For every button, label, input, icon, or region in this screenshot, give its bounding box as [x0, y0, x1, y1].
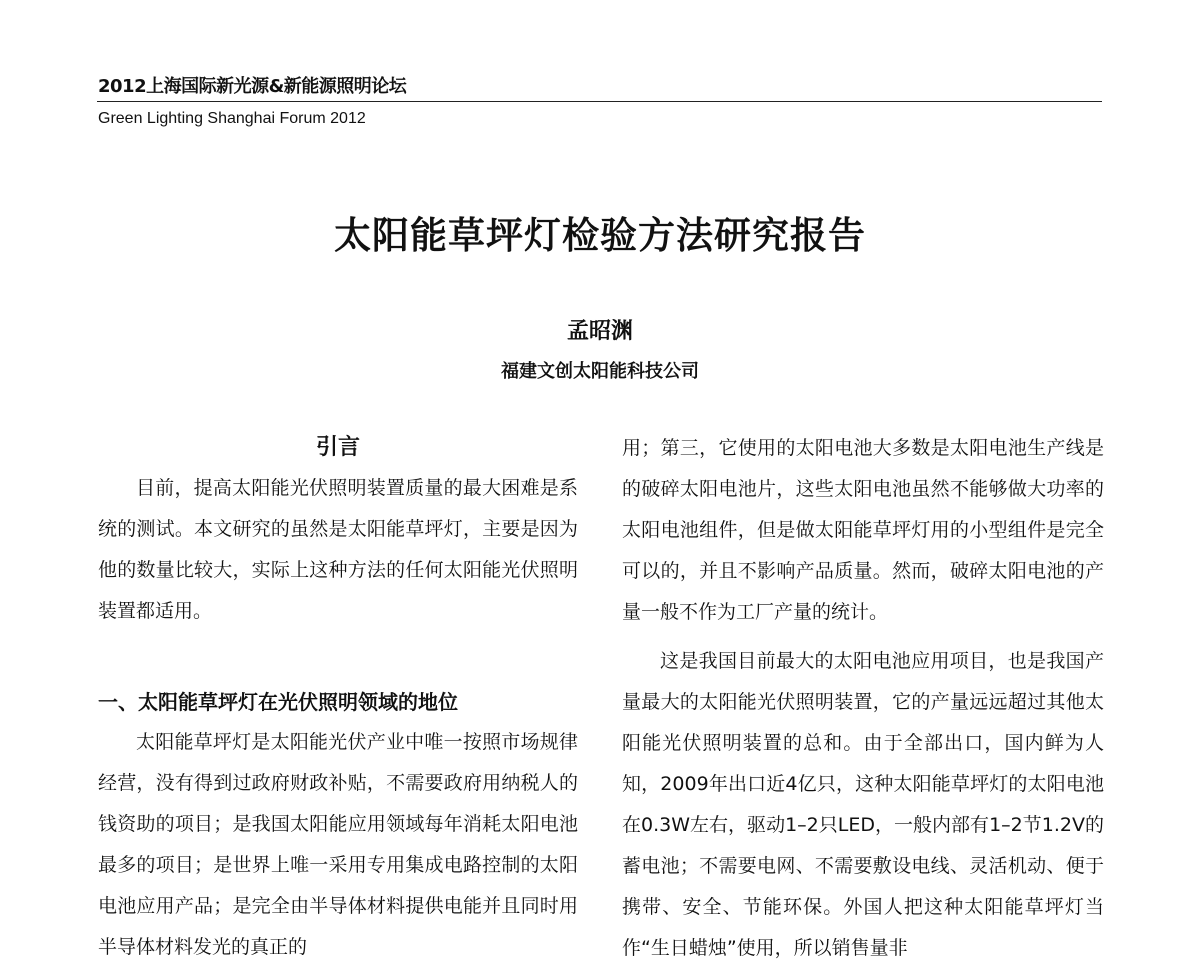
conference-name-cn: 2012上海国际新光源&新能源照明论坛	[98, 76, 407, 97]
right-paragraph-1: 用；第三，它使用的太阳电池大多数是太阳电池生产线是的破碎太阳电池片，这些太阳电池虽然不能够做大功率的太阳电池组件，但是做太阳能草坪灯用的小型组件是完全可以的，并且不影响产品质量。然而，破碎太阳电池的产量一般不作为工厂产量的统计。	[622, 437, 1104, 623]
right-paragraph-2: 这是我国目前最大的太阳电池应用项目，也是我国产量最大的太阳能光伏照明装置，它的产量远远超过其他太阳能光伏照明装置的总和。由于全部出口，国内鲜为人知，2009年出口近4亿只，这种太阳能草坪灯的太阳电池在0.3W左右，驱动1–2只LED，一般内部有1–2节1.2V的蓄电池；不需要电网、不需要敷设电线、灵活机动、便于携带、安全、节能环保。外国人把这种太阳能草坪灯当作“生日蜡烛”使用，所以销售量非	[622, 650, 1104, 959]
conference-name-en: Green Lighting Shanghai Forum 2012	[98, 110, 366, 127]
left-column	[98, 428, 578, 968]
section1-paragraph: 太阳能草坪灯是太阳能光伏产业中唯一按照市场规律经营，没有得到过政府财政补贴，不需要政府用纳税人的钱资助的项目；是我国太阳能应用领域每年消耗太阳电池最多的项目；是世界上唯一采用专用集成电路控制的太阳电池应用产品；是完全由半导体材料提供电能并且同时用半导体材料发光的真正的	[98, 731, 578, 958]
section-spacer	[98, 632, 578, 672]
intro-paragraph: 目前，提高太阳能光伏照明装置质量的最大困难是系统的测试。本文研究的虽然是太阳能草坪灯，主要是因为他的数量比较大，实际上这种方法的任何太阳能光伏照明装置都适用。	[98, 477, 578, 622]
section1-heading: 一、太阳能草坪灯在光伏照明领域的地位	[98, 690, 458, 714]
right-column	[622, 428, 1104, 969]
author-name: 孟昭渊	[566, 319, 633, 344]
paper-title: 太阳能草坪灯检验方法研究报告	[334, 214, 866, 257]
section-spacer-small	[98, 672, 578, 682]
author-affiliation: 福建文创太阳能科技公司	[501, 361, 699, 382]
header-divider	[97, 101, 1102, 102]
intro-heading: 引言	[315, 435, 360, 460]
